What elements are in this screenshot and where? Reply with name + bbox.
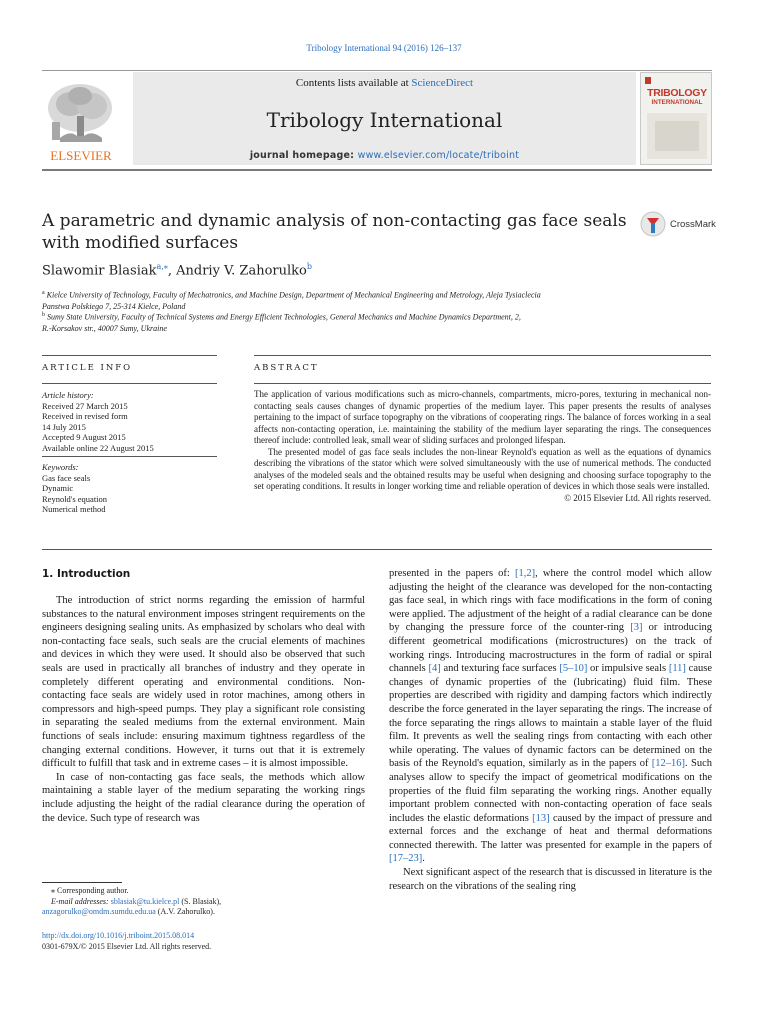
abstract-top-rule — [254, 355, 711, 356]
reference-link[interactable]: [11] — [668, 663, 686, 675]
author-affiliation-marker[interactable]: a,⁎ — [156, 262, 168, 271]
sciencedirect-link[interactable]: ScienceDirect — [411, 77, 474, 89]
article-info-heading: ARTICLE INFO — [42, 363, 133, 373]
contents-line: Contents lists available at ScienceDirect — [295, 77, 474, 89]
journal-homepage-link[interactable]: www.elsevier.com/locate/triboint — [357, 150, 520, 161]
article-info-heading-rule — [42, 383, 217, 384]
reference-link[interactable]: [5–10] — [559, 663, 588, 675]
keyword-item: Numerical method — [42, 504, 106, 514]
abstract-copyright: © 2015 Elsevier Ltd. All rights reserved. — [564, 492, 711, 503]
keyword-item: Gas face seals — [42, 472, 91, 483]
crossmark-badge[interactable] — [640, 211, 720, 239]
body-column-left — [42, 594, 365, 825]
issn-line: 0301-679X/© 2015 Elsevier Ltd. All rights reserved. — [42, 942, 212, 951]
history-item: Available online 22 August 2015 — [42, 442, 154, 453]
author-separator: , — [167, 263, 177, 279]
reference-link[interactable]: [4] — [428, 663, 441, 675]
history-item: Accepted 9 August 2015 — [42, 432, 126, 442]
history-item: 14 July 2015 — [42, 421, 86, 432]
body-paragraph: The introduction of strict norms regarding the emission of harmful substances to the natural environment imposes stringent requirements on the engineers designing sealing units. As emphasized by scholars who deal with non-contacting face seals, such seals are the crucial elements of machines and devices in which they were used. It should also be observed that such seals are used in practically all branches of industry and they operate in completely different operating and environmental conditions. Non-contacting face seals are widely used in rotor machines, among others in compressors and high-speed pumps. They play a significant role consisting in separating the sealed mediums from the external environment. Main functions of seals include: ensuring maximum tightness regardless of the changing external conditions. However, it turns out that it is extremely difficult to fulfill that task and in extreme cases – it is almost impossible. — [42, 595, 365, 770]
email-link[interactable]: sblasiak@tu.kielce.pl — [110, 896, 180, 906]
email-line: anzagorulko@omdm.sumdu.edu.ua (A.V. Zahorulko). — [42, 907, 215, 916]
affiliation-b: $^b$ Sumy State University, Faculty of Technical Systems and Energy Efficient Technologies, General Mechanics and Machine Dynamics Department, 2, R.-Korsakov str., 40007 Sumy, Ukraine — [42, 312, 521, 333]
journal-homepage-line: journal homepage: www.elsevier.com/locate/triboint — [249, 150, 520, 161]
body-paragraph: presented in the papers of: [1,2], where the control model which allow adjusting the height of the clearance was developed for the non-contacting gas face seal, in which rings with face modifications in the form of coning were applied. The adjustment of the height of a radial clearance can be done by changing the pressure force of the counter-ring [3] or introducing different geometrical modifications (microstructures) on the track of working rings. Introducing macrostructures in the form of radial or spiral channels [4] and texturing face surfaces [5–10] or impulsive seals [11] cause changes of dynamic properties of the (lubricating) fluid film. These properties are described with rigidity and damping factors which indirectly describe the force generated in the layer separating the rings. The increase of the force separating the rings allows to maintain a stable layer of the fluid film. It prevents as well the sealing rings from contacting with each other while operating. The values of dynamic factors can be determined on the basis of the Reynold's equation, similarly as in the papers of [12–16]. Such analyses allow to specify the impact of geometrical modifications on the properties of the fluid film separating the working rings. Another equally important problem connected with non-contacting operation of face seals includes the elastic deformations [13] caused by the impact of pressure and external forces and the exchange of heat and thermal deformations connected therewith. The latter was presented for example in the papers of [17–23]. — [389, 568, 713, 865]
body-separator-rule — [42, 549, 712, 550]
history-item: Received in revised form — [42, 411, 128, 421]
crossmark-icon — [640, 211, 666, 237]
reference-link[interactable]: [1,2] — [514, 568, 536, 579]
affiliation-marker: b — [42, 312, 45, 318]
author-name: Andriy V. Zahorulko — [176, 263, 307, 279]
article-history-rule — [42, 456, 217, 457]
reference-link[interactable]: [17–23] — [389, 853, 423, 865]
email-link[interactable]: anzagorulko@omdm.sumdu.edu.ua — [42, 907, 156, 916]
reference-link[interactable]: [12–16] — [651, 758, 686, 770]
affiliation-marker: a — [42, 290, 45, 296]
email-line: E-mail addresses: sblasiak@tu.kielce.pl (S. Blasiak), — [51, 896, 222, 906]
author-affiliation-marker[interactable]: b — [306, 262, 312, 271]
cover-artwork — [647, 113, 707, 159]
corresponding-author-note: ⁎ Corresponding author. — [51, 886, 129, 895]
journal-citation[interactable]: Tribology International 94 (2016) 126–137 — [306, 43, 462, 53]
abstract-heading-rule — [254, 383, 711, 384]
header-bottom-rule — [42, 169, 712, 171]
keyword-item: Reynold's equation — [42, 493, 108, 504]
history-item: Received 27 March 2015 — [42, 400, 128, 411]
abstract-paragraph: The presented model of gas face seals includes the non-linear Reynold's equation as well as the equations of dynamics describing the vibrations of the stator which were solved simultaneously with the use of numerical methods. The conducted analyses of the modeled seals and the obtained results may be useful when designing and choosing surface topography to the set operating conditions. It results in longer working time and reliable operation of devices in which those seals were installed. — [254, 446, 711, 491]
keyword-item: Dynamic — [42, 483, 74, 493]
abstract-heading: ABSTRACT — [254, 363, 319, 373]
journal-cover-image[interactable] — [640, 72, 712, 165]
keywords-label: Keywords: — [42, 462, 79, 472]
journal-name: Tribology International — [266, 108, 503, 132]
cover-title: TRIBOLOGY — [647, 87, 707, 99]
article-history-label: Article history: — [42, 390, 94, 400]
affiliation-a: $^a$ Kielce University of Technology, Faculty of Mechatronics, and Machine Design, Department of Mechanical Engineering and Metrology, Aleja Tysiaclecia Panstwa Polskiego 7, 25-314 Kielce, Poland — [42, 290, 541, 311]
header-top-rule — [42, 70, 712, 71]
abstract-body — [254, 389, 711, 504]
crossmark-label: CrossMark — [670, 219, 716, 230]
body-paragraph: Next significant aspect of the research that is discussed in literature is the research on the vibrations of the sealing ring — [389, 867, 712, 892]
body-column-right — [389, 567, 712, 893]
author-name: Slawomir Blasiak — [42, 263, 157, 279]
body-paragraph: In case of non-contacting gas face seals, the methods which allow maintaining a stable layer of the medium separating the working rings include adjusting the height of the radial clearance during the operation of the device. Such type of research was — [42, 771, 365, 824]
keywords-block — [42, 462, 217, 515]
doi-link[interactable]: http://dx.doi.org/10.1016/j.triboint.2015.08.014 — [42, 931, 195, 940]
article-history — [42, 390, 217, 453]
article-info-top-rule — [42, 355, 217, 356]
reference-link[interactable]: [3] — [630, 622, 643, 634]
reference-link[interactable]: [13] — [532, 812, 550, 824]
publisher-wordmark: ELSEVIER — [50, 148, 112, 163]
elsevier-tree-logo — [40, 78, 122, 164]
author-list — [42, 262, 312, 278]
corresponding-author-footnote — [42, 886, 365, 918]
cover-subtitle: INTERNATIONAL — [651, 99, 703, 106]
cover-logo-mark — [645, 77, 651, 84]
footnote-rule — [42, 882, 122, 883]
abstract-paragraph: The application of various modifications such as micro-channels, compartments, micro-pores, texturing in mechanical non-contacting seals causes changes of dynamic properties of the medium layer. This paper presents the results of analyses pertaining to the impact of surface topography on the vibrations of cooperating rings. The balance of forces working in a seal affects non-contacting operation, i.e. maintaining the stability of the medium layer separating the rings. The consequences thereof include: controlled leak, small wear of sliding surfaces and prolonged lifespan. — [254, 389, 711, 445]
article-title: A parametric and dynamic analysis of non-contacting gas face seals with modified surfaces — [42, 211, 627, 253]
doi-block — [42, 930, 211, 952]
section-heading-introduction: 1. Introduction — [42, 568, 131, 580]
